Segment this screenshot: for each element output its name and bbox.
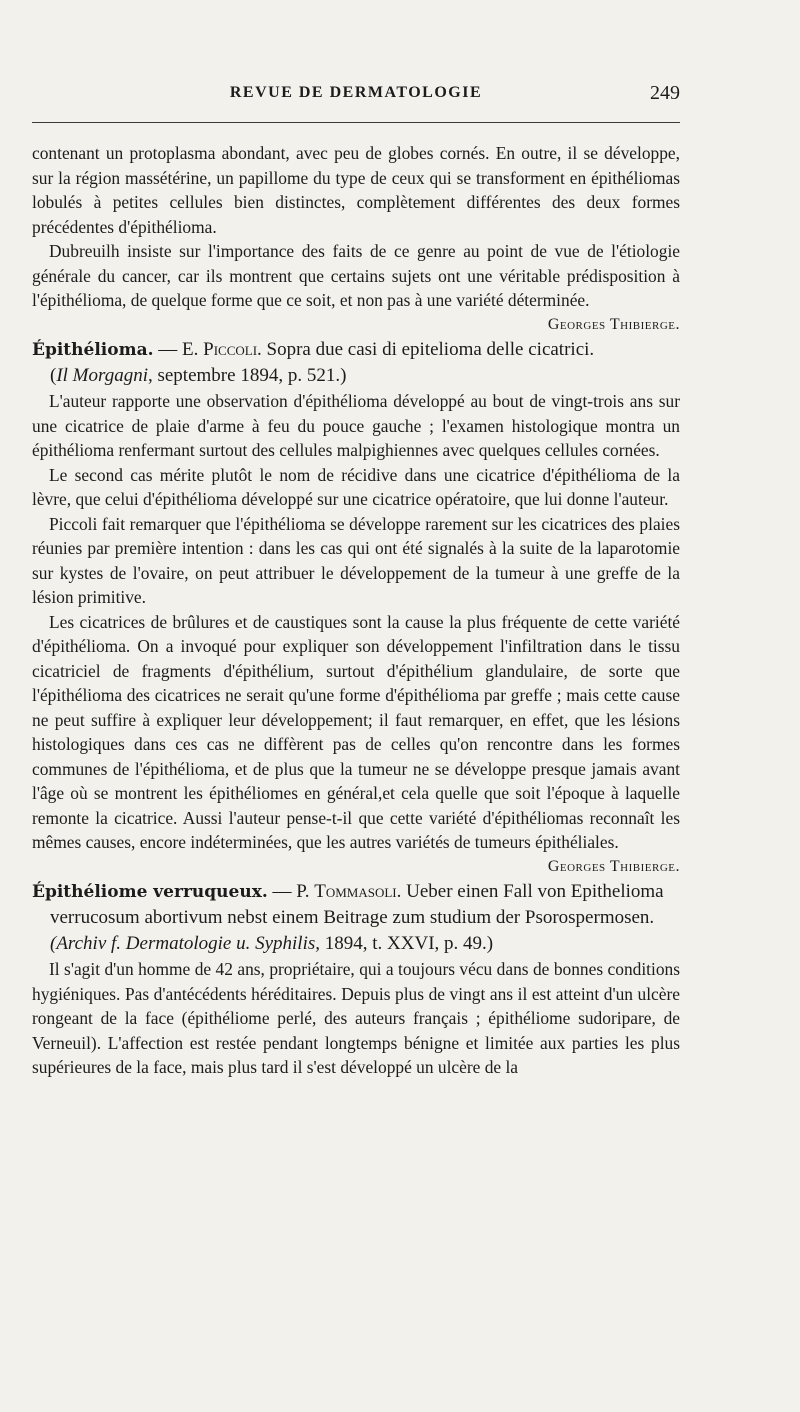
article2-author: Piccoli	[203, 339, 258, 360]
article3-journal: (Archiv f. Dermatologie u. Syphilis,	[50, 933, 320, 954]
article1-signature: Georges Thibierge.	[547, 315, 680, 333]
header-rule	[32, 122, 680, 123]
article3-heading	[32, 879, 680, 957]
article2-source-open: (	[50, 365, 57, 386]
article1-paragraph-1: contenant un protoplasma abondant, avec peu de globes cornés. En outre, il se développe, sur la région massétérine, un papillome du type de ceux qui se transforment en épithéliomas lobulés à petites cellules bien distinctes, complètement différentes des deux formes précédentes d'épithélioma.	[32, 143, 680, 237]
article3-source-rest: 1894, t. XXVI, p. 49.)	[320, 933, 494, 954]
page-number: 249	[650, 82, 680, 104]
article2-paragraph-1: L'auteur rapporte une observation d'épithélioma développé au bout de vingt-trois ans sur une cicatrice de plaie d'arme à feu du pouce gauche ; l'examen histologique montra un épithélioma renfermant surtout des cellules malpighiennes avec quelques cellules cornées.	[32, 391, 680, 460]
article3-lead: Épithéliome verruqueux.	[32, 882, 268, 902]
article2-paragraph-4	[32, 610, 680, 875]
article3-paragraph-1: Il s'agit d'un homme de 42 ans, propriétaire, qui a toujours vécu dans de bonnes conditions hygiéniques. Pas d'antécédents héréditaires. Depuis plus de vingt ans il est atteint d'un ulcère rongeant de la face (épithéliome perlé, des auteurs français ; épithéliome sudoripare, de Verneuil). L'affection est restée pendant longtemps bénigne et limitée aux parties les plus supérieures de la face, mais plus tard il s'est développé un ulcère de la	[32, 959, 680, 1077]
article1-paragraph-2	[32, 239, 680, 333]
article3-author: Tommasoli	[314, 881, 397, 902]
article2-paragraph-4-text: Les cicatrices de brûlures et de caustiques sont la cause la plus fréquente de cette variété d'épithélioma. On a invoqué pour expliquer son développement l'infiltration dans le tissu cicatriciel de fragments d'épithélium, surtout d'épithélium glandulaire, de sorte que l'épithélioma des cicatrices ne serait qu'une forme d'épithélioma par greffe ; mais cette cause ne peut suffire à expliquer leur développement; il faut remarquer, en effet, que les lésions histologiques dans ces cas ne diffèrent pas de celles qu'on rencontre dans les formes communes de l'épithélioma, et de plus que la tumeur ne se développe presque jamais avant l'âge où se montrent les épithéliomes en général,et cela quelle que soit l'époque à laquelle remonte la cicatrice. Aussi l'auteur pense-t-il que cette variété d'épithéliomas reconnaît les mêmes causes, encore indéterminées, que les autres variétés de tumeurs épithéliales.	[32, 611, 680, 852]
article2-paragraph-3: Piccoli fait remarquer que l'épithélioma se développe rarement sur les cicatrices des plaies réunies par première intention : dans les cas qui ont été signalés à la suite de la laparotomie sur kystes de l'ovaire, on peut attribuer le développement de la tumeur à une greffe de la lésion primitive.	[32, 513, 680, 607]
article2-signature: Georges Thibierge.	[547, 857, 680, 875]
article2-dash: — E.	[153, 339, 204, 360]
article1-paragraph-2-text: Dubreuilh insiste sur l'importance des faits de ce genre au point de vue de l'étiologie générale du cancer, car ils montrent que certains sujets ont une véritable prédisposition à l'épithélioma, de quelque forme que ce soit, et non pas à une variété déterminée.	[32, 241, 680, 310]
article2-journal: Il Morgagni	[56, 365, 148, 386]
running-title: REVUE DE DERMATOLOGIE	[229, 84, 483, 101]
page-body	[32, 141, 680, 1080]
article2-paragraph-2: Le second cas mérite plutôt le nom de récidive dans une cicatrice d'épithélioma de la lèvre, que celui d'épithélioma développé sur une cicatrice opératoire, que lui donne l'auteur.	[32, 464, 680, 509]
article3-title: . Ueber einen Fall von Epithelioma verrucosum abortivum nebst einem Beitrage zum studium der Psorospermosen.	[50, 881, 664, 928]
article2-heading	[32, 337, 680, 389]
article2-lead: Épithélioma.	[32, 340, 154, 360]
page-header	[32, 84, 680, 110]
article2-source-rest: , septembre 1894, p. 521.)	[147, 365, 347, 386]
article2-title: . Sopra due casi di epitelioma delle cicatrici.	[257, 339, 595, 360]
article3-dash: — P.	[267, 881, 315, 902]
